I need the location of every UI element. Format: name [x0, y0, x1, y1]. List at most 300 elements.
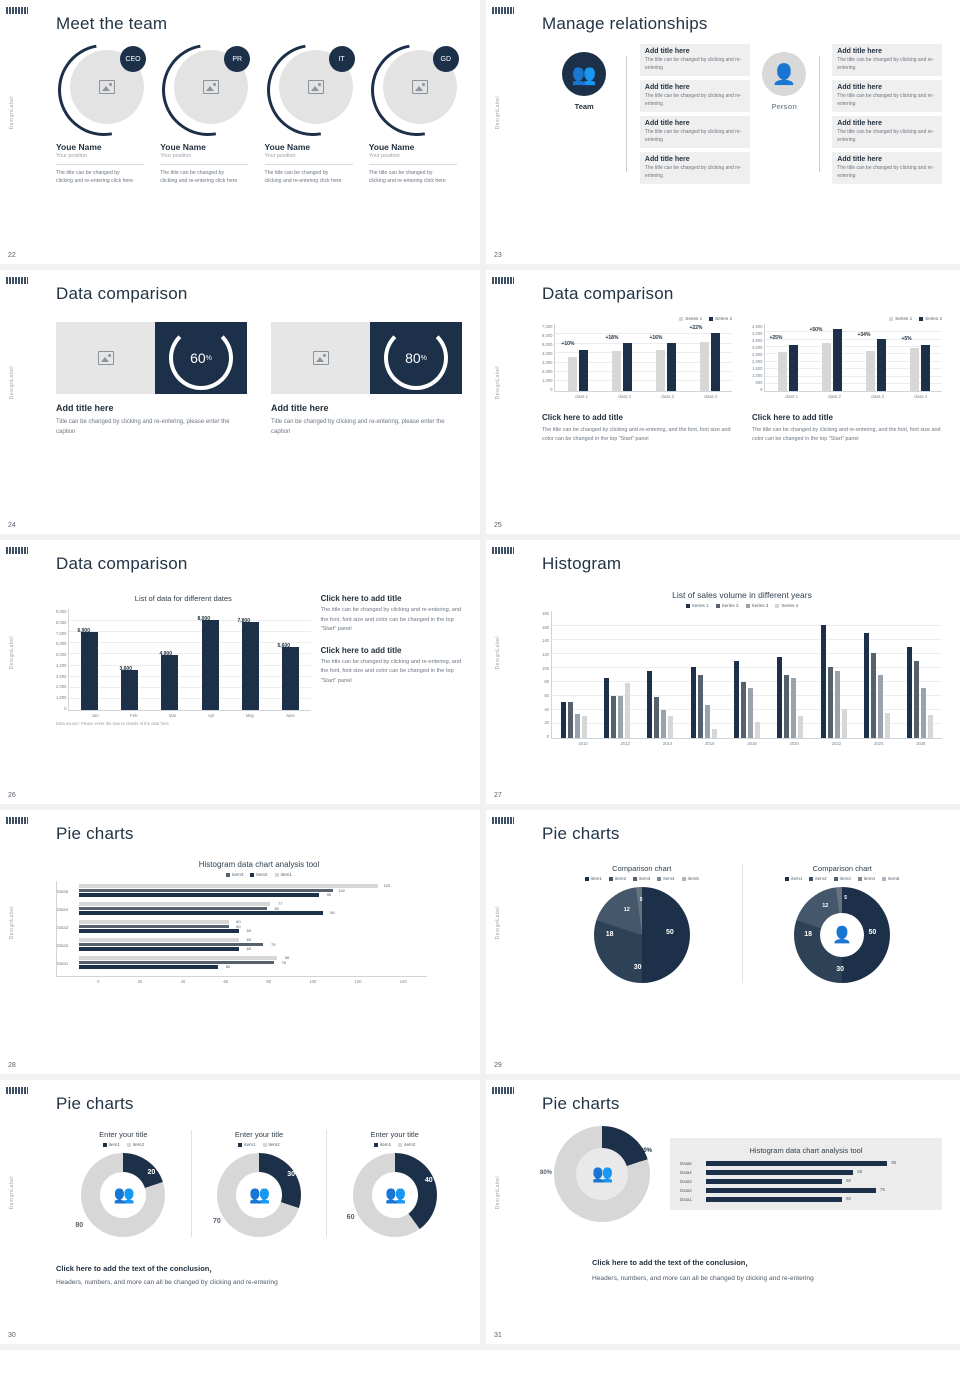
growth-tag: +10%	[561, 341, 575, 348]
hbar-group: Data2 65 75 65	[57, 937, 276, 952]
percent-unit: %	[420, 354, 427, 362]
plot-area	[542, 324, 732, 392]
team-member	[160, 44, 253, 186]
card-title: Add title here	[644, 48, 690, 55]
caption-title: Click here to add title	[542, 413, 623, 422]
chart-source: Data source: Please enter the source details of the data here	[56, 721, 169, 726]
legend-item: item5	[882, 876, 899, 881]
chart-title: Comparison chart	[612, 864, 672, 873]
slide-body	[542, 864, 942, 1056]
slide-number: 30	[8, 1332, 16, 1339]
conclusion-text: Headers, numbers, and more can all be changed by clicking and re-entering	[592, 1275, 814, 1282]
chart-title: Comparison chart	[812, 864, 872, 873]
card[interactable]	[832, 80, 942, 112]
legend-item: item3	[633, 876, 650, 881]
growth-tag: +25%	[769, 334, 783, 341]
text-column	[321, 594, 462, 726]
x-axis: Jan Feb Mar Apr May June	[91, 713, 295, 718]
sidebar-label: DesignLabel	[495, 1176, 501, 1210]
percent-value: 80	[405, 350, 421, 366]
category-label: Data3	[57, 925, 69, 930]
chart-title: Histogram data chart analysis tool	[198, 860, 320, 869]
category-label: Data5	[57, 889, 69, 894]
role-badge: PR	[224, 46, 250, 72]
percent-value: 60	[190, 350, 206, 366]
slice-value: 30	[633, 964, 642, 971]
legend-item: Series 4	[775, 603, 798, 608]
legend-item: Series 2	[709, 316, 732, 321]
hbar-group: Data1 56 78 80	[57, 955, 290, 970]
progress-donut	[384, 326, 448, 390]
legend-item: item1	[785, 876, 802, 881]
block-heading: Add title here	[56, 403, 114, 413]
bar-label: 5,600	[277, 643, 290, 650]
block-text: Title can be changed by clicking and re-entering, please enter the caption	[271, 419, 445, 436]
team-label: Team	[574, 102, 594, 111]
member-name: Youe Name	[368, 142, 415, 152]
chart-block	[542, 864, 743, 983]
member-position: Your position	[368, 153, 400, 159]
avatar	[267, 44, 353, 130]
card[interactable]	[832, 44, 942, 76]
slide-26	[0, 540, 480, 810]
logo-icon	[6, 547, 28, 554]
left-card-list	[640, 44, 750, 184]
block-heading: Add title here	[271, 403, 329, 413]
image-icon	[308, 80, 324, 94]
text-body: The title can be changed by clicking and re-entering, and the font, font size and color can be changed in the top "Start" panel	[320, 607, 462, 632]
photo-placeholder[interactable]	[271, 322, 370, 394]
slide-number: 22	[8, 252, 16, 259]
y-axis: 7,000 6,000 5,000 4,000 3,000 2,000 1,000 0	[542, 324, 553, 392]
sidebar-label: DesignLabel	[9, 636, 15, 670]
hbar-row: Data5 80	[680, 1160, 897, 1166]
legend-item: item2	[398, 1142, 415, 1147]
member-name: Youe Name	[160, 142, 206, 152]
slice-value: 18	[605, 931, 614, 938]
team-node	[542, 44, 626, 184]
slide-body	[542, 44, 942, 246]
people-icon: 👥	[249, 1185, 269, 1204]
slice-value: 20%	[639, 1148, 652, 1154]
chart-title: Enter your title	[234, 1130, 284, 1139]
card-title: Add title here	[644, 156, 690, 163]
person-node	[750, 44, 819, 184]
person-icon: 👤	[762, 52, 806, 96]
category-label: Data4	[57, 907, 69, 912]
logo-icon	[6, 277, 28, 284]
logo-icon	[492, 277, 514, 284]
legend-item: item2	[809, 876, 826, 881]
slide-body	[56, 322, 462, 516]
card-title: Add title here	[644, 84, 690, 91]
slide-body	[56, 44, 462, 246]
slice-value: 80%	[540, 1170, 553, 1176]
slide-body	[542, 1126, 942, 1326]
x-axis: 0 20 40 60 80 100 120 140	[97, 979, 407, 984]
slide-23	[480, 0, 960, 270]
hbar-group: Data3 60 60 65	[57, 919, 252, 934]
logo-icon	[492, 547, 514, 554]
slide-30	[0, 1080, 480, 1350]
slide-27	[480, 540, 960, 810]
slide-body	[56, 860, 462, 1056]
caption-text: The title can be changed by clicking and re-entering, and the font, font size and color can be changed in the top "Start" panel	[752, 427, 941, 443]
comparison-row	[56, 322, 462, 437]
member-description: The title can be changed by clicking and re-entering click here	[160, 170, 238, 185]
logo-icon	[492, 1087, 514, 1094]
slice-value: 5	[844, 895, 848, 901]
page-title: Data comparison	[56, 554, 188, 573]
slide-number: 31	[494, 1332, 502, 1339]
member-position: Your position	[264, 153, 296, 159]
role-badge: GD	[433, 46, 459, 72]
slide-28	[0, 810, 480, 1080]
card-text: The title can be changed by clicking and re-entering	[644, 129, 742, 143]
photo-placeholder[interactable]	[56, 322, 155, 394]
relationship-diagram	[542, 44, 942, 184]
divider	[369, 164, 457, 165]
role-badge: IT	[329, 46, 355, 72]
conclusion-bold: Click here to add the text of the conclusion，	[592, 1258, 753, 1267]
card-text: The title can be changed by clicking and re-entering	[644, 93, 742, 107]
legend-item: item4	[858, 876, 875, 881]
avatar	[58, 44, 144, 130]
doughnut-chart	[213, 1153, 301, 1237]
connector-left	[626, 44, 640, 184]
chart-title: List of data for different dates	[134, 594, 232, 603]
chart-block	[542, 316, 732, 444]
legend-item: item4	[657, 876, 674, 881]
slide-24	[0, 270, 480, 540]
legend	[752, 316, 942, 321]
team-member	[56, 44, 149, 186]
y-axis: 9,000 8,000 7,000 6,000 5,000 4,000 3,000 2,000 1,000 0	[56, 609, 67, 711]
legend-item: item3	[834, 876, 851, 881]
legend-item: item1	[374, 1142, 391, 1147]
page-title: Pie charts	[542, 824, 620, 843]
chart-block	[327, 1130, 462, 1237]
x-axis: 2010 2012 2014 2016 2018 2020 2022 2024 2026	[578, 741, 926, 746]
pie-chart	[594, 887, 690, 983]
slide-body	[542, 590, 942, 786]
card[interactable]	[640, 116, 750, 148]
chart-block	[743, 864, 943, 983]
legend	[56, 872, 462, 877]
slide-25	[480, 270, 960, 540]
hbar-row: Data1 60	[680, 1196, 851, 1202]
slice-value: 70	[213, 1218, 221, 1225]
text-body: The title can be changed by clicking and re-entering, and the font, font size and color can be changed in the top "Start" panel	[320, 658, 462, 684]
chart-title: Histogram data chart analysis tool	[749, 1146, 863, 1155]
legend-item: item1	[275, 872, 292, 877]
sidebar-label: DesignLabel	[9, 906, 15, 940]
chart-block	[192, 1130, 328, 1237]
member-name: Youe Name	[56, 142, 102, 152]
slide-body	[56, 1130, 462, 1326]
sidebar-label: DesignLabel	[9, 96, 15, 130]
category-label: Data2	[57, 943, 69, 948]
caption-text: The title can be changed by clicking and re-entering, and the font, font size and color can be changed in the top "Start" panel	[542, 427, 731, 443]
y-axis: 180 160 140 120 100 80 60 40 20 0	[542, 611, 549, 739]
charts-row	[542, 316, 942, 444]
slide-number: 28	[8, 1062, 16, 1069]
legend-item: Series 1	[889, 316, 912, 321]
plot-area	[542, 611, 942, 739]
legend-item: Series 1	[686, 603, 709, 608]
page-title: Pie charts	[542, 1094, 620, 1113]
sidebar-label: DesignLabel	[495, 366, 501, 400]
member-name: Youe Name	[264, 142, 311, 152]
x-axis: class 1 class 2 class 3 class 4	[784, 394, 928, 399]
slide-number: 26	[8, 792, 16, 799]
card[interactable]	[832, 116, 942, 148]
bar-label: 6,900	[77, 628, 90, 635]
charts-row	[542, 864, 942, 983]
logo-icon	[6, 1087, 28, 1094]
slice-value: 60	[346, 1214, 355, 1221]
category-label: Data4	[680, 1170, 692, 1175]
chart-block	[752, 316, 942, 444]
conclusion	[542, 1252, 942, 1282]
people-icon: 👥	[385, 1185, 405, 1204]
people-icon: 👥	[592, 1164, 612, 1183]
page-title: Pie charts	[56, 1094, 134, 1113]
legend-item: item3	[226, 872, 243, 877]
category-label: Data1	[57, 961, 69, 966]
legend-item: item1	[585, 876, 602, 881]
card[interactable]	[640, 80, 750, 112]
connector-right	[819, 44, 833, 184]
category-label: Data2	[680, 1188, 692, 1193]
slice-value: 20	[147, 1169, 156, 1176]
conclusion	[56, 1263, 462, 1286]
plot-area	[56, 881, 462, 977]
legend	[542, 876, 742, 881]
legend-item: item5	[682, 876, 699, 881]
image-icon	[99, 80, 115, 94]
text-heading: Click here to add title	[320, 594, 402, 603]
hbar-group: Data5 120 102 96	[57, 883, 391, 898]
growth-tag: +34%	[857, 332, 871, 339]
y-axis: 4,500 4,000 3,500 3,000 2,500 2,000 1,500 1,000 500 0	[752, 324, 763, 392]
slide-29	[480, 810, 960, 1080]
team-member	[265, 44, 358, 186]
legend	[192, 1142, 327, 1147]
sidebar-label: DesignLabel	[9, 1176, 15, 1210]
card-title: Add title here	[837, 156, 883, 163]
card-text: The title can be changed by clicking and re-entering	[837, 129, 934, 143]
bars	[68, 609, 310, 711]
chart-block	[542, 1126, 662, 1222]
chart-title: Enter your title	[370, 1130, 419, 1139]
growth-tag: +22%	[689, 325, 703, 332]
legend-item: Series 3	[746, 603, 769, 608]
divider	[265, 164, 353, 165]
image-icon	[313, 351, 329, 365]
text-heading: Click here to add title	[320, 645, 402, 655]
member-description: The title can be changed by clicking and re-entering click here	[56, 170, 133, 185]
bars	[554, 324, 732, 392]
slice-value: 40	[424, 1177, 433, 1184]
chart-block	[56, 1130, 192, 1237]
doughnut-chart	[346, 1153, 437, 1237]
image-icon	[98, 351, 114, 365]
card-title: Add title here	[837, 48, 883, 55]
logo-icon	[6, 7, 28, 14]
card-text: The title can be changed by clicking and re-entering	[837, 165, 934, 179]
progress-donut	[169, 326, 233, 390]
logo-icon	[492, 817, 514, 824]
bar-label: 8,000	[197, 616, 210, 623]
page-title: Manage relationships	[542, 14, 708, 33]
plot-area	[752, 324, 942, 392]
percent-unit: %	[205, 354, 212, 362]
page-title: Data comparison	[542, 284, 674, 303]
legend	[542, 603, 942, 608]
legend-item: item1	[103, 1142, 120, 1147]
slide-body	[56, 594, 462, 786]
role-badge: CEO	[120, 46, 146, 72]
legend-item: item2	[263, 1142, 280, 1147]
category-label: Data3	[680, 1179, 692, 1184]
person-label: Person	[771, 102, 797, 111]
conclusion-bold: Click here to add the text of the conclusion，	[56, 1264, 217, 1273]
category-label: Data1	[680, 1197, 692, 1202]
divider	[160, 164, 248, 165]
logo-icon	[6, 817, 28, 824]
sidebar-label: DesignLabel	[495, 96, 501, 130]
slice-value: 12	[623, 907, 630, 913]
comparison-block	[56, 322, 247, 437]
slice-value: 18	[804, 931, 813, 938]
legend	[542, 316, 732, 321]
legend	[56, 1142, 191, 1147]
person-icon: 👤	[820, 913, 864, 957]
charts-row	[56, 1130, 462, 1237]
image-icon	[203, 80, 219, 94]
legend-item: Series 2	[919, 316, 942, 321]
team-member	[369, 44, 462, 186]
sidebar-label: DesignLabel	[9, 366, 15, 400]
legend-item: item1	[238, 1142, 255, 1147]
category-label: Data5	[680, 1161, 692, 1166]
slide-31	[480, 1080, 960, 1350]
card[interactable]	[640, 44, 750, 76]
member-position: Your position	[160, 153, 192, 159]
card-text: The title can be changed by clicking and re-entering	[837, 57, 934, 71]
plot-area	[56, 609, 311, 711]
caption-title: Click here to add title	[752, 413, 833, 422]
legend	[743, 876, 943, 881]
comparison-block	[271, 322, 462, 437]
card[interactable]	[640, 152, 750, 184]
card-title: Add title here	[837, 84, 883, 91]
legend-item: Series 1	[679, 316, 702, 321]
chart-and-text	[56, 594, 462, 726]
percent-panel	[370, 322, 462, 394]
sidebar-label: DesignLabel	[495, 906, 501, 940]
member-position: Your position	[56, 153, 87, 159]
page-title: Meet the team	[56, 14, 168, 33]
team-icon: 👥	[562, 52, 606, 96]
people-icon: 👥	[113, 1185, 133, 1204]
percent-panel	[155, 322, 247, 394]
panel	[670, 1138, 942, 1210]
slide-body	[542, 316, 942, 516]
bar-label: 4,900	[159, 651, 172, 658]
doughnut-chart	[540, 1126, 652, 1222]
x-axis: class 1 class 2 class 3 class 4	[574, 394, 718, 399]
legend-item: item2	[127, 1142, 144, 1147]
slide-number: 29	[494, 1062, 502, 1069]
chart-title: Enter your title	[99, 1130, 148, 1139]
page-title: Pie charts	[56, 824, 134, 843]
visual	[56, 322, 247, 394]
slice-value: 50	[868, 929, 877, 936]
card-text: The title can be changed by clicking and re-entering	[644, 165, 742, 179]
legend	[327, 1142, 462, 1147]
legend-item: item2	[250, 872, 267, 877]
slide-number: 23	[494, 252, 502, 259]
slide-number: 24	[8, 522, 16, 529]
legend-item: Series 2	[716, 603, 739, 608]
logo-icon	[492, 7, 514, 14]
legend-item: item2	[609, 876, 626, 881]
divider	[56, 164, 144, 165]
sidebar-label: DesignLabel	[495, 636, 501, 670]
hbar-row: Data2 75	[680, 1187, 885, 1193]
card-text: The title can be changed by clicking and re-entering	[837, 93, 934, 107]
right-card-list	[832, 44, 942, 184]
growth-tag: +18%	[605, 334, 619, 341]
avatar	[162, 44, 248, 130]
hbar-row: Data4 65	[680, 1169, 863, 1175]
growth-tag: +50%	[809, 326, 823, 333]
card[interactable]	[832, 152, 942, 184]
page-title: Histogram	[542, 554, 622, 573]
growth-tag: +5%	[901, 336, 912, 343]
hbar-group: Data4 77 65 98	[57, 901, 335, 916]
slide-number: 27	[494, 792, 502, 799]
conclusion-text: Headers, numbers, and more can all be changed by clicking and re-entering	[56, 1279, 278, 1286]
slide-22	[0, 0, 480, 270]
avatar	[371, 44, 457, 130]
member-description: The title can be changed by clicking and re-entering click here	[368, 170, 446, 185]
card-title: Add title here	[644, 120, 690, 127]
hbar-row: Data3 60	[680, 1178, 851, 1184]
donut-and-panel	[542, 1126, 942, 1222]
chart-title: List of sales volume in different years	[672, 590, 812, 600]
visual	[271, 322, 462, 394]
slice-value: 5	[639, 897, 643, 903]
bar-label: 7,800	[237, 618, 250, 625]
slice-value: 30	[836, 966, 845, 973]
bars	[764, 324, 942, 392]
block-text: Title can be changed by clicking and re-entering, please enter the caption	[56, 419, 230, 436]
team-row	[56, 44, 462, 186]
slice-value: 30	[287, 1171, 295, 1178]
slide-number: 25	[494, 522, 502, 529]
doughnut-chart	[794, 887, 890, 983]
member-description: The title can be changed by clicking and re-entering click here	[264, 170, 342, 185]
slice-value: 80	[75, 1222, 84, 1229]
image-icon	[412, 80, 428, 94]
bars	[551, 611, 942, 739]
doughnut-chart	[75, 1153, 165, 1237]
slice-value: 50	[665, 929, 674, 936]
chart-block	[56, 594, 311, 726]
